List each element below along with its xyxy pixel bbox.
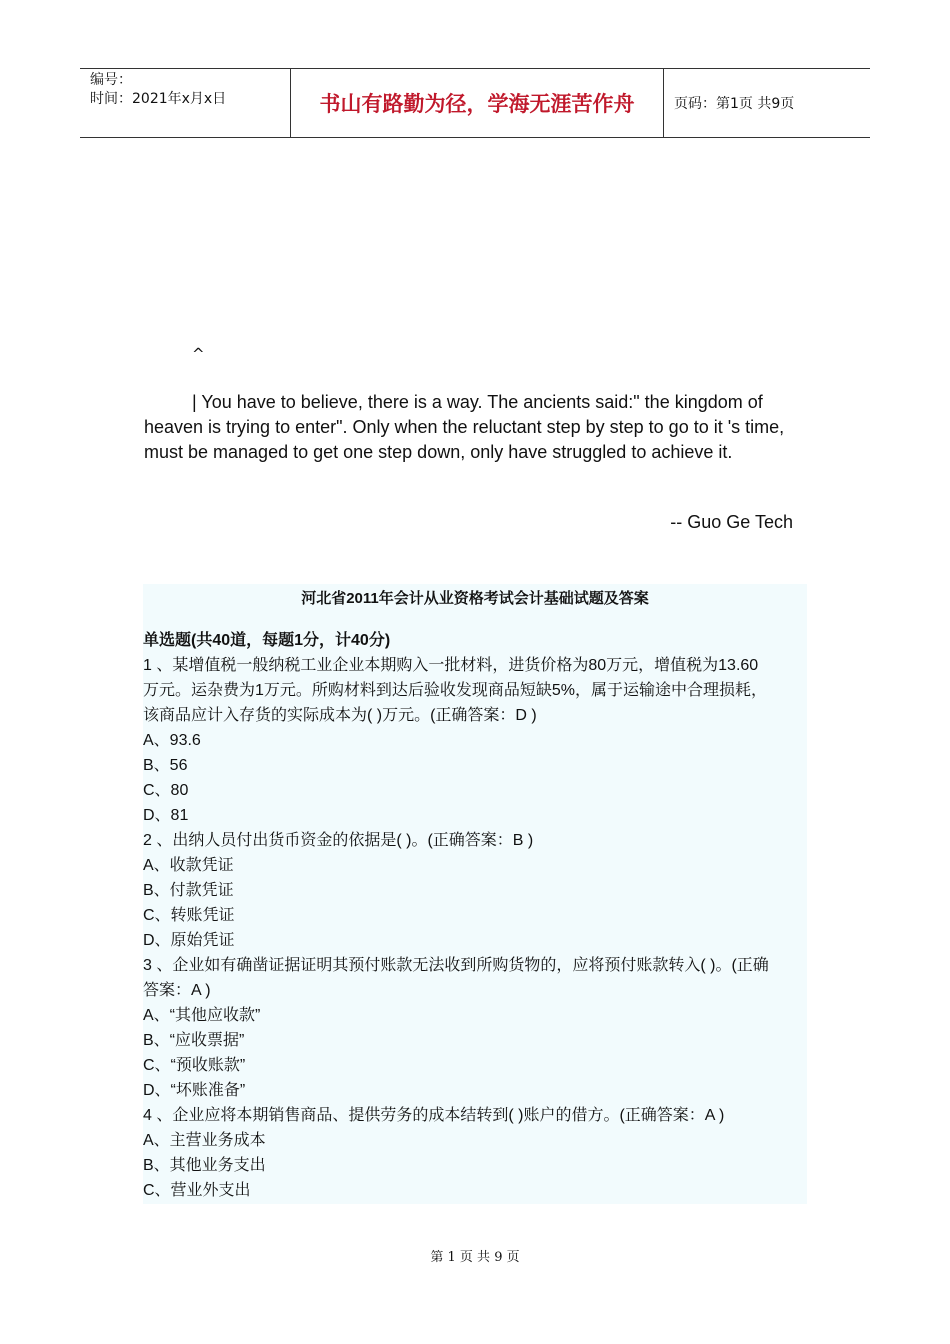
header-motto: 书山有路勤为径，学海无涯苦作舟 [290, 69, 664, 137]
question-line: 2 、出纳人员付出货币资金的依据是( )。(正确答案：B ) [143, 832, 534, 849]
question-line: A、收款凭证 [143, 857, 234, 874]
question-line: B、付款凭证 [143, 882, 234, 899]
question-line: B、其他业务支出 [143, 1157, 266, 1174]
header-page-info: 页码：第1页 共9页 [674, 96, 795, 112]
code-label: 编号： [90, 72, 132, 88]
quote-author: -- Guo Ge Tech [670, 512, 793, 532]
question-line: C、“预收账款” [143, 1057, 246, 1074]
question-line: 1 、某增值税一般纳税工业企业本期购入一批材料，进货价格为80万元，增值税为13.60 [143, 657, 759, 674]
quote-text: | You have to believe, there is a way. The ancients said:" the kingdom of heaven is trying to enter". Only when the reluctant step by step to go to it 's time, must be managed to get one step down, only have struggled to achieve it. [144, 392, 785, 462]
question-line: 该商品应计入存货的实际成本为( )万元。(正确答案：D ) [143, 707, 537, 724]
question-line: 万元。运杂费为1万元。所购材料到达后验收发现商品短缺5%，属于运输途中合理损耗， [143, 682, 768, 699]
question-line: D、81 [143, 807, 189, 824]
question-line: D、原始凭证 [143, 932, 235, 949]
question-line: A、“其他应收款” [143, 1007, 261, 1024]
question-line: 4 、企业应将本期销售商品、提供劳务的成本结转到( )账户的借方。(正确答案：A ) [143, 1107, 725, 1124]
question-line: 3 、企业如有确凿证据证明其预付账款无法收到所购货物的，应将预付账款转入( )。(正确 [143, 957, 769, 974]
page-header [80, 68, 870, 138]
document-body [143, 584, 807, 1204]
question-line: B、“应收票据” [143, 1032, 245, 1049]
header-meta [80, 69, 290, 137]
question-line: C、营业外支出 [143, 1182, 251, 1199]
document-title: 河北省2011年会计从业资格考试会计基础试题及答案 [301, 590, 649, 607]
caret-mark: ^ [192, 345, 205, 363]
question-line: C、80 [143, 782, 189, 799]
question-line: 答案：A ) [143, 982, 211, 999]
page-footer: 第 1 页 共 9 页 [430, 1250, 520, 1265]
time-label: 时间：2021年x月x日 [90, 91, 227, 107]
question-line: B、56 [143, 757, 188, 774]
question-line: C、转账凭证 [143, 907, 235, 924]
question-line: D、“坏账准备” [143, 1082, 246, 1099]
question-list [143, 653, 807, 1203]
question-line: A、主营业务成本 [143, 1132, 266, 1149]
section-title: 单选题(共40道，每题1分，计40分) [143, 632, 391, 649]
question-line: A、93.6 [143, 732, 201, 749]
